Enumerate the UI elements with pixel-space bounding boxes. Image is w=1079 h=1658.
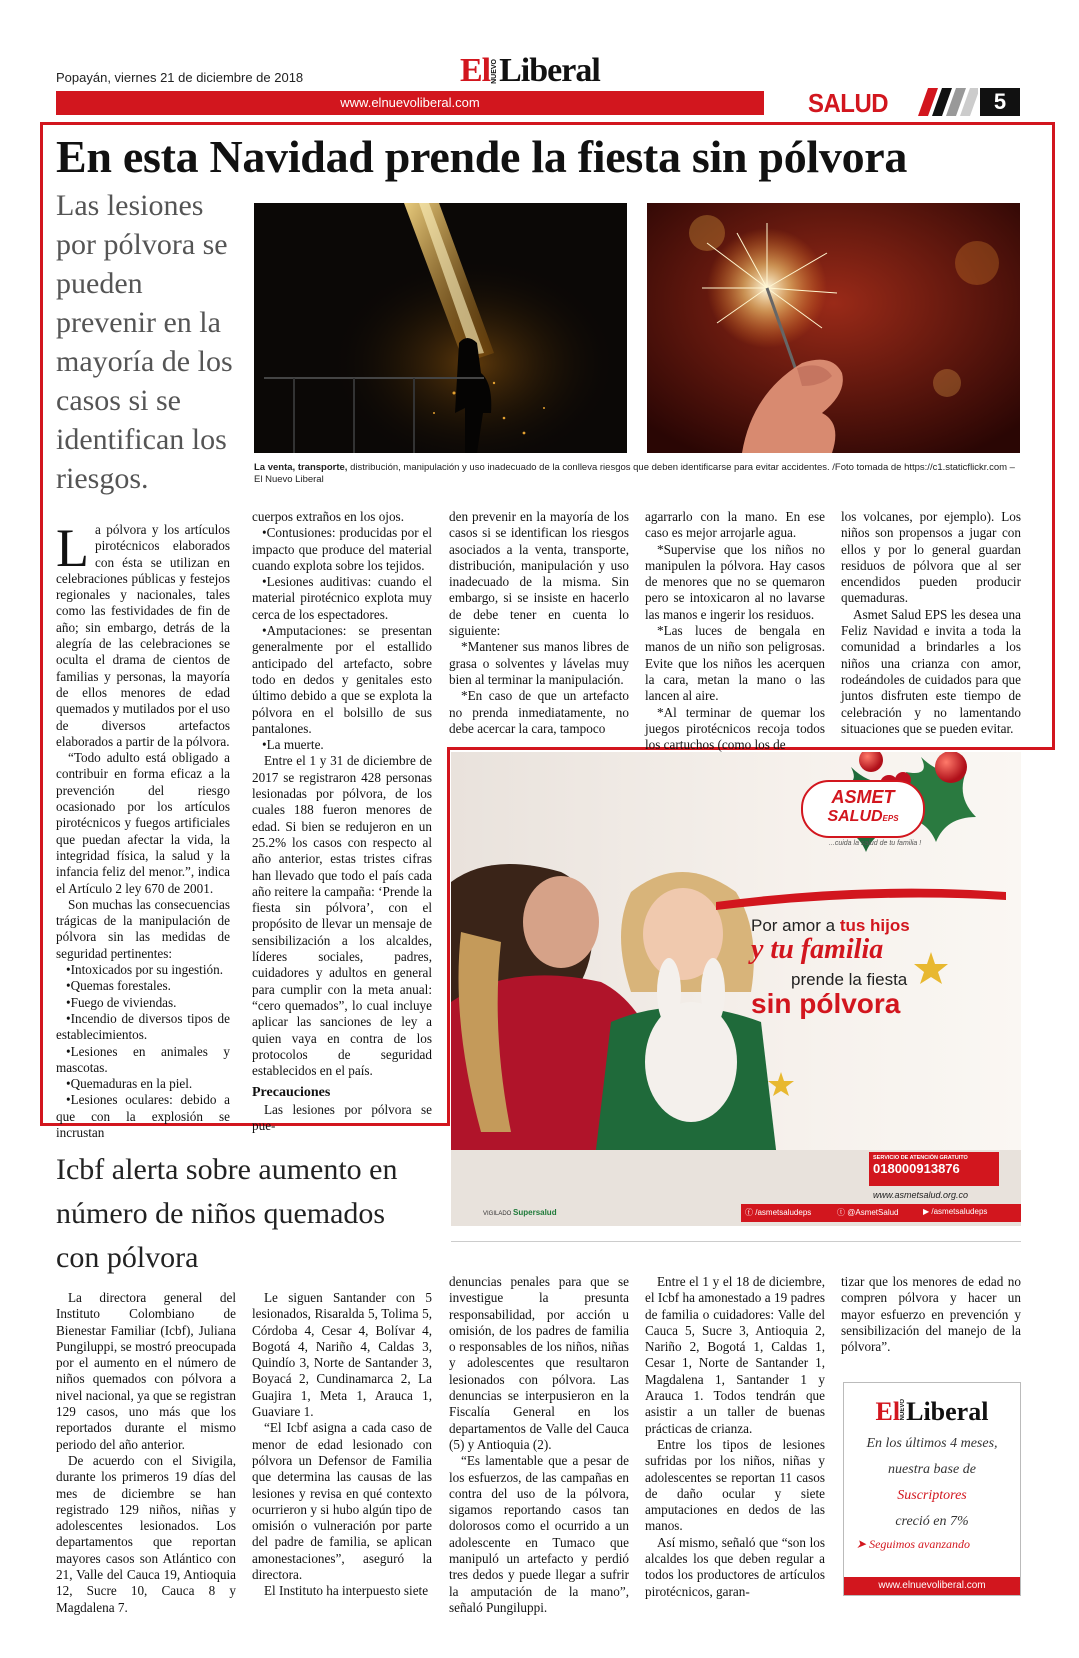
asmet-logo-badge bbox=[801, 780, 925, 838]
vigilado-text: VIGILADO bbox=[483, 1211, 512, 1217]
paragraph: La directora general del Instituto Colombiano de Bienestar Familiar (Icbf), Juliana Pungiluppi, se mostró preocupada por el aumento en el número de niños quemados con pólvora a nivel nacional, ya que se registran 129 casos, uno más que los reportados durante el mismo periodo del año anterior. bbox=[56, 1290, 236, 1452]
bullet-item: •Intoxicados por su ingestión. bbox=[66, 962, 223, 978]
article2-headline: Icbf alerta sobre aumento en número de niños quemados con pólvora bbox=[56, 1153, 398, 1274]
service-phone: 018000913876 bbox=[873, 1161, 960, 1176]
bullet-item: •Lesiones en animales y mascotas. bbox=[56, 1043, 230, 1075]
paragraph: den prevenir en la mayoría de los casos si se identifican los riesgos asociados a la venta, transporte, distribución, manipulación y uso inadecuado de la misma. Sin embargo, si se insiste en hacerlo de debe tener en cuenta lo siguiente: bbox=[449, 509, 629, 639]
article-frame-inner-vertical bbox=[447, 750, 450, 1126]
ad-message-line2: y tu familia bbox=[751, 934, 884, 965]
paragraph: Son muchas las consecuencias trágicas de la manipulación de pólvora sin las medidas de seguridad pertinentes: bbox=[56, 896, 230, 961]
paragraph: Le siguen Santander con 5 lesionados, Risaralda 5, Tolima 5, Córdoba 4, Cesar 4, Bolívar 4, Bogotá 4, Nariño 4, Caldas 3, Quindío 3, Norte de Santander 3, Boyacá 2, Cundinamarca 2, La Guajira 1, Meta 1, Arauca 1, Guaviare 1. bbox=[252, 1290, 432, 1420]
bullet-item: •Fuego de viviendas. bbox=[66, 994, 177, 1010]
photo-fireworks-silhouette bbox=[254, 203, 627, 453]
ad-phone-box[interactable] bbox=[869, 1152, 999, 1186]
brand-eps: EPS bbox=[882, 814, 899, 823]
subheading-precauciones: Precauciones bbox=[252, 1085, 331, 1101]
ad-message-line1 bbox=[751, 916, 910, 936]
youtube-handle: /asmetsaludeps bbox=[931, 1207, 988, 1216]
logo-el: El bbox=[460, 52, 491, 89]
masthead-logo bbox=[460, 54, 600, 88]
supersalud-text: Supersalud bbox=[513, 1208, 557, 1217]
logo-nuevo: NUEVO bbox=[491, 58, 499, 84]
paragraph: *Mantener sus manos libres de grasa o solventes y lávelas muy bien al terminar la manipulación. bbox=[449, 639, 629, 687]
promo-logo-nuevo: NUEVO bbox=[900, 1398, 907, 1420]
drop-cap: L bbox=[56, 518, 89, 578]
youtube-icon: ▶ bbox=[923, 1207, 932, 1216]
bullet-item: •Amputaciones: se presentan generalmente por el estallido anticipado del artefacto, sobre todo en dedos y genitales esto último debido a que se explota la pólvora en el bolsillo de sus pantalones. bbox=[252, 623, 432, 736]
article2-column-5 bbox=[841, 1274, 1021, 1355]
ad-footer bbox=[451, 1150, 1021, 1226]
promo-logo bbox=[844, 1397, 1020, 1427]
twitter-handle: @AsmetSalud bbox=[847, 1208, 899, 1217]
promo-line1: En los últimos 4 meses, bbox=[866, 1436, 998, 1451]
ad-social-bar bbox=[741, 1204, 1021, 1222]
article1-column-1 bbox=[56, 518, 230, 1141]
vigilado-label bbox=[483, 1208, 557, 1217]
paragraph: los volcanes, por ejemplo). Los niños son propensos a jugar con ellos y por lo general guardan residuos de pólvora que al ser encendidos pueden producir quemaduras. bbox=[841, 509, 1021, 606]
article2-column-3 bbox=[449, 1274, 629, 1616]
section-divider bbox=[451, 1241, 1021, 1242]
page-number: 5 bbox=[980, 88, 1020, 116]
paragraph: *Al terminar de quemar los juegos pirotécnicos recoja todos los cartuchos (como los de bbox=[645, 704, 825, 753]
paragraph: Asmet Salud EPS les desea una Feliz Navidad e invita a toda la comunidad a brindarles a los niños una crianza con amor, rodeándoles de cuidados para que juntos disfruten este tiempo de celebración y no lamentando situaciones que se pueden evitar. bbox=[841, 606, 1021, 736]
bullet-item: •Lesiones auditivas: cuando el material pirotécnico explota muy cerca de los espectadores. bbox=[252, 574, 432, 622]
promo-line5: Seguimos avanzando bbox=[869, 1537, 971, 1551]
paragraph: Entre el 1 y 31 de diciembre de 2017 se registraron 428 personas lesionadas por pólvora, de los cuales 188 fueron menores de edad. Si bien se redujeron en un 25.2% los casos con respecto al año anterior, estas tristes cifras han llevado que todo el país cada año reitere la campaña: ‘Prende la fiesta sin pólvora’, con el propósito de llevar un mensaje de sensibilización a los alcaldes, líderes sociales, padres, cuidadores y adultos en general para cumplir con la meta anual: “cero quemados”, lo cual incluye aplicar las sanciones de ley a quien vaya en contra de los protocolos de seguridad establecidos en el país. bbox=[252, 753, 432, 1079]
promo-line3: Suscriptores bbox=[897, 1488, 967, 1503]
promo-line4: creció en 7% bbox=[895, 1514, 969, 1529]
logo-liberal: Liberal bbox=[499, 52, 600, 89]
paragraph: agarrarlo con la mano. En ese caso es mejor arrojarle agua. bbox=[645, 509, 825, 541]
paragraph: tizar que los menores de edad no compren pólvora y hacer un mayor esfuerzo en prevención y sensibilización del manejo de la pólvora”. bbox=[841, 1274, 1021, 1355]
promo-logo-liberal: Liberal bbox=[906, 1397, 989, 1426]
article2-column-4 bbox=[645, 1274, 825, 1600]
brand-line1: ASMET bbox=[831, 787, 895, 807]
paragraph: *Las luces de bengala en manos de un niño son peligrosas. Evite que los niños les acerquen la cara, metan la mano o las lancen al aire. bbox=[645, 623, 825, 704]
article-headline: En esta Navidad prende la fiesta sin pólvora bbox=[56, 131, 908, 182]
bullet-item: •La muerte. bbox=[262, 737, 324, 753]
brand-line2: SALUD bbox=[827, 808, 883, 825]
photo-caption bbox=[254, 462, 1020, 486]
article2-column-1 bbox=[56, 1290, 236, 1616]
bullet-item: •Lesiones oculares: debido a que con la explosión se incrustan bbox=[56, 1092, 230, 1140]
promo-url[interactable]: www.elnuevoliberal.com bbox=[844, 1577, 1020, 1595]
ad-msg-part: Por amor a bbox=[751, 916, 840, 935]
twitter-icon: ⓣ bbox=[837, 1208, 848, 1217]
bullet-item: •Contusiones: producidas por el impacto que produce del material cuando explota sobre los tejidos. bbox=[252, 525, 432, 573]
service-label: SERVICIO DE ATENCIÓN GRATUITO bbox=[873, 1155, 968, 1161]
bullet-item: •Incendio de diversos tipos de establecimientos. bbox=[56, 1010, 230, 1043]
paragraph: “Es lamentable que a pesar de los esfuerzos, de las campañas en contra del uso de la pólvora, sigamos reportando casos tan dolorosos como el ocurrido a un adolescente en Tumaco que manipuló un artefacto y perdió tres dedos y puede llegar a sufrir la amputación de la mano”, señaló Pungiluppi. bbox=[449, 1453, 629, 1615]
article2-column-2 bbox=[252, 1290, 432, 1600]
paragraph: cuerpos extraños en los ojos. bbox=[252, 509, 404, 524]
twitter-link[interactable] bbox=[837, 1207, 899, 1218]
ad-message-line4: sin pólvora bbox=[751, 988, 901, 1019]
promo-line2: nuestra base de bbox=[888, 1462, 976, 1477]
facebook-icon: ⓕ bbox=[745, 1208, 756, 1217]
paragraph: Entre los tipos de lesiones sufridas por los niños, niñas y adolescentes se reportan 11 casos de daño ocular y siete amputaciones en dedos de las manos. bbox=[645, 1436, 825, 1534]
promo-line5-wrap bbox=[844, 1537, 1020, 1552]
youtube-link[interactable] bbox=[923, 1207, 987, 1216]
article1-column-3 bbox=[449, 509, 629, 737]
paragraph: *En caso de que un artefacto no prenda inmediatamente, no debe acercar la cara, tampoco bbox=[449, 688, 629, 736]
caption-lead: La venta, transporte, bbox=[254, 462, 348, 473]
article-frame-left bbox=[40, 744, 43, 1126]
subscriber-promo[interactable] bbox=[843, 1382, 1021, 1596]
ad-website[interactable]: www.asmetsalud.org.co bbox=[873, 1190, 969, 1200]
promo-logo-el: El bbox=[875, 1397, 901, 1426]
paragraph: *Supervise que los niños no manipulen la pólvora. Hay casos de menores que no se quemaron pero se intoxicaron al no lavarse las manos e ingerir los residuos. bbox=[645, 541, 825, 622]
header-url: www.elnuevoliberal.com bbox=[340, 95, 480, 110]
article1-column-5 bbox=[841, 509, 1021, 737]
ad-message-line3: prende la fiesta bbox=[791, 970, 908, 989]
paragraph: El Instituto ha interpuesto siete bbox=[264, 1583, 429, 1599]
ad-msg-highlight: tus hijos bbox=[839, 916, 910, 935]
article-deck: Las lesiones por pólvora se pueden prevenir en la mayoría de los casos si se identifican los riesgos. bbox=[56, 189, 233, 495]
paragraph: a pólvora y los artículos pirotécnicos elaborados con ésta se utilizan en celebraciones públicas y festejos regionales y nacionales, tales como las festividades de fin de año; sin embargo, detrás de la alegría de las celebraciones se oculta el drama de cientos de familias y personas, la mayoría de ellos menores de edad quemados y mutilados por el uso de diversos artefactos elaborados a partir de la pólvora. bbox=[56, 522, 230, 749]
facebook-link[interactable] bbox=[745, 1207, 811, 1218]
facebook-handle: /asmetsaludeps bbox=[755, 1208, 812, 1217]
bullet-item: •Quemas forestales. bbox=[66, 978, 171, 994]
paragraph: Así mismo, señaló que “son los alcaldes los que deben regular a todos los productores de artículos pirotécnicos, garan- bbox=[645, 1534, 825, 1599]
article1-column-4 bbox=[645, 509, 825, 753]
caption-text: distribución, manipulación y uso inadecuado de la conlleva riesgos que deben identificarse para evitar accidentes. /Foto tomada de https://c1.staticflickr.com –El Nuevo Liberal bbox=[254, 462, 1015, 485]
issue-date: Popayán, viernes 21 de diciembre de 2018 bbox=[56, 70, 304, 85]
paragraph: “El Icbf asigna a cada caso de menor de edad lesionado con pólvora un Defensor de Familia que determina las causas de las lesiones y revisa en qué contexto ocurrieron y si hubo algún tipo de omisión o vulneración por parte del padre de familia, se aplican amonestaciones”, aseguró la directora. bbox=[252, 1420, 432, 1583]
section-slashes-icon bbox=[918, 88, 978, 116]
ad-tagline: ...cuida la salud de tu familia ! bbox=[829, 840, 922, 847]
article1-column-2 bbox=[252, 509, 432, 1134]
paragraph: De acuerdo con el Sivigila, durante los primeros 19 días del mes de diciembre se han registrado 129 niños, niñas y adolescentes lesionados. Los departamentos que reportan mayores casos son Atlántico con 21, Valle del Cauca 19, Antioquia 12, Sucre 10, Cauca 8 y Magdalena 7. bbox=[56, 1452, 236, 1615]
section-name: SALUD bbox=[808, 88, 889, 118]
paper-plane-icon: ➤ bbox=[856, 1537, 870, 1551]
paragraph: Las lesiones por pólvora se pue- bbox=[252, 1101, 432, 1133]
photo-sparkler-hand bbox=[647, 203, 1020, 453]
paragraph: Entre el 1 y el 18 de diciembre, el Icbf ha amonestado a 19 padres de familia o cuidadores: Valle del Cauca 5, Sucre 3, Antioquia 2, Nariño 2, Bogotá 1, Caldas 1, Cesar 1, Norte de Santander 1, Magdalena 1, Santander 1 y Arauca 1. Todos tendrán que asistir a un taller de buenas prácticas de crianza. bbox=[645, 1274, 825, 1436]
bullet-item: •Quemaduras en la piel. bbox=[66, 1076, 193, 1092]
paragraph: “Todo adulto está obligado a contribuir en forma eficaz a la prevención del riesgo ocasionado por los artículos pirotécnicos y fuegos artificiales que puedan afectar la vida, la integridad física, la salud y la infancia feliz del menor.”, indica el Artículo 2 ley 670 de 2001. bbox=[56, 750, 230, 896]
paragraph: denuncias penales para que se investigue la presunta responsabilidad, por acción u omisión, de los padres de familia o responsables de los niños, niñas y adolescentes que resultaron lesionados con pólvora. Las denuncias se interpusieron en la Fiscalía General en los departamentos de Valle del Cauca (5) y Antioquia (2). bbox=[449, 1274, 629, 1452]
